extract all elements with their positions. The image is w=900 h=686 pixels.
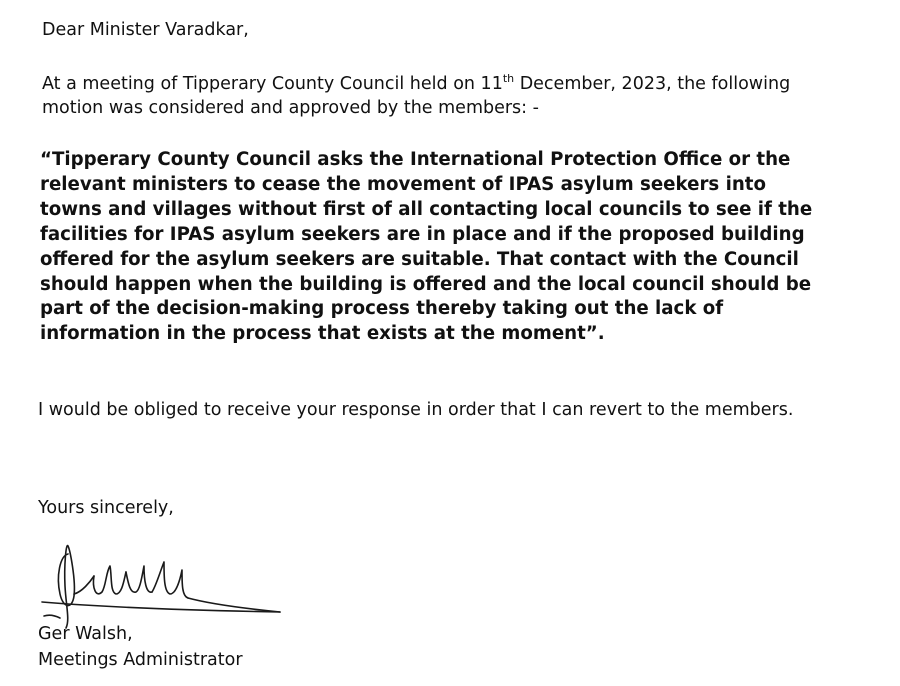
signer-name: Ger Walsh, (38, 624, 133, 644)
intro-text-start: At a meeting of Tipperary County Council held on 11 (42, 74, 503, 94)
intro-text-end: December, 2023, the following motion was considered and approved by the members: - (42, 74, 791, 118)
date-ordinal-suffix: th (502, 72, 515, 85)
salutation: Dear Minister Varadkar, (42, 20, 249, 40)
handwritten-signature (30, 536, 300, 636)
closing-request: I would be obliged to receive your response in order that I can revert to the members. (38, 400, 794, 420)
signer-title: Meetings Administrator (38, 650, 243, 670)
intro-paragraph (42, 72, 822, 120)
valediction: Yours sincerely, (38, 498, 174, 518)
motion-text: “Tipperary County Council asks the International Protection Office or the relevant ministers to cease the movement of IPAS asylum seekers into towns and villages without first of all contacting local councils to see if the facilities for IPAS asylum seekers are in place and if the proposed building offered for the asylum seekers are suitable. That contact with the Council should happen when the building is offered and the local council should be part of the decision-making process thereby taking out the lack of information in the process that exists at the moment”. (40, 149, 813, 345)
